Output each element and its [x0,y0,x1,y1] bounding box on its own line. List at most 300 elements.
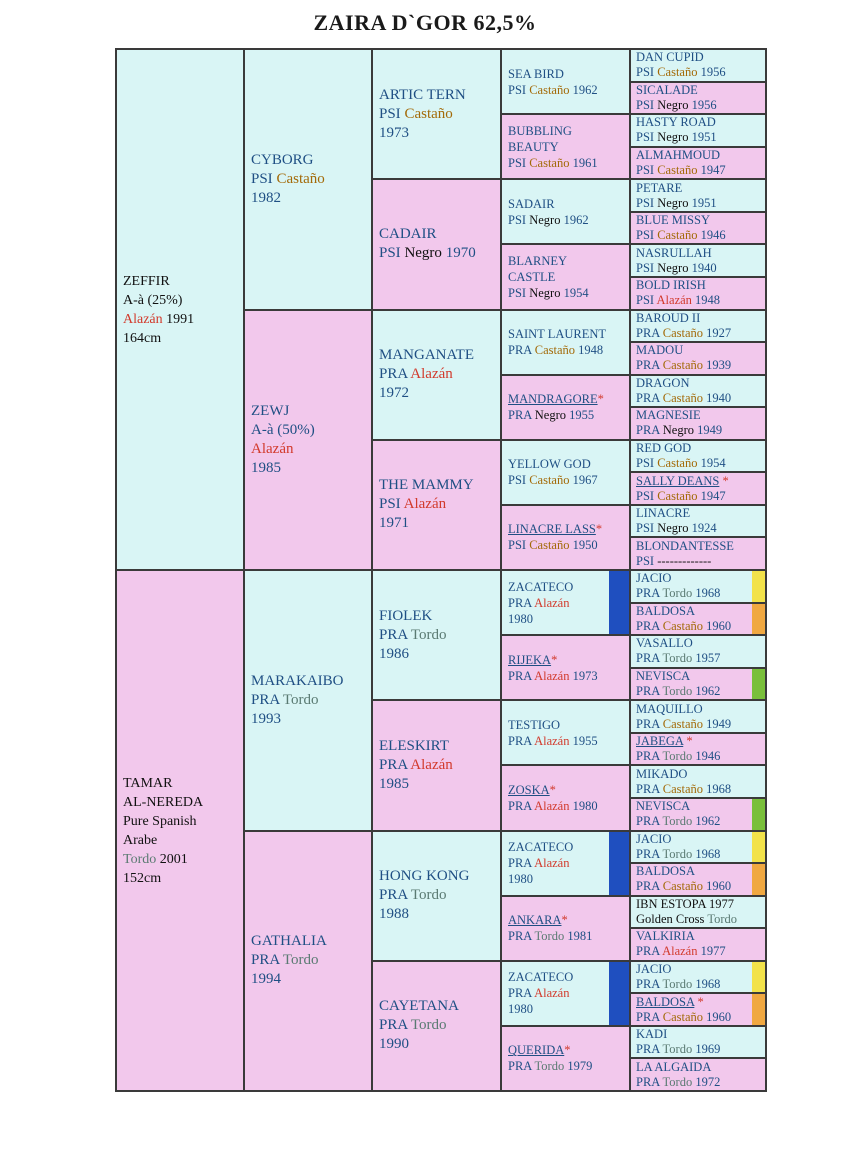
horse-name-text: ANKARA [508,913,562,928]
horse-breed: PSI [508,155,527,170]
horse-breed-line [379,495,500,514]
horse-color: Negro [529,285,561,300]
horse-color: Castaño [662,781,704,796]
horse-name [636,539,765,554]
horse-name [636,929,765,944]
horse-year: 1982 [251,189,281,206]
horse-name [508,717,629,733]
horse-name-text: NEVISCA [636,799,691,814]
horse-name [508,139,629,155]
ancestor-cell-gen4 [501,244,630,309]
horse-color: Tordo [662,586,693,601]
horse-breed-line [636,619,765,634]
horse-breed-line [636,814,765,829]
horse-name [508,839,607,855]
horse-color: Negro [657,130,689,145]
horse-year: 1946 [695,749,721,764]
horse-year: 1979 [567,1059,593,1074]
color-marker-bar [609,962,629,1025]
horse-color: Castaño [662,1009,704,1024]
horse-year: 1951 [691,130,717,145]
horse-color: Tordo [410,626,447,643]
horse-color: Alazán [656,293,692,308]
horse-year: 1968 [695,586,721,601]
horse-breed: PRA [508,986,532,1001]
ancestor-line [123,774,243,793]
horse-breed: PRA [636,1009,660,1024]
ancestor-cell-gen3 [372,831,501,961]
horse-year: 1956 [700,65,726,80]
horse-color: Negro [657,97,689,112]
horse-breed: PRA [636,977,660,992]
ancestor-cell-gen3 [372,570,501,700]
ancestor-cell-gen4 [501,440,630,505]
horse-color: Negro [404,245,442,262]
horse-name [636,181,765,196]
horse-color: Tordo [662,977,693,992]
horse-color: Tordo [662,814,693,829]
horse-name-text: MIKADO [636,766,688,781]
horse-name [508,1042,629,1058]
horse-name [636,636,765,651]
horse-name-text: ZACATECO [508,579,574,594]
ancestor-cell-gen5 [630,114,766,147]
ancestor-cell-gen4 [501,114,630,179]
horse-name: GATHALIA [251,933,327,950]
horse-name [636,148,765,163]
ancestor-cell-gen1 [116,570,244,1091]
horse-name [508,969,607,985]
star-mark: * [595,522,603,537]
horse-name [508,912,629,928]
ancestor-cell-gen2 [244,49,372,310]
ancestor-cell-gen5 [630,733,766,766]
horse-year: 1972 [379,385,409,402]
horse-breed-line [251,691,371,710]
horse-breed-line [636,326,765,341]
horse-breed-line [379,105,500,124]
horse-breed: PRA [379,887,408,904]
horse-breed: PSI [636,195,655,210]
horse-breed-line [379,1016,500,1035]
ancestor-cell-gen4 [501,310,630,375]
horse-year: 1960 [706,618,732,633]
horse-year: 1968 [695,977,721,992]
horse-breed-line [379,626,500,645]
color-marker-bar [609,571,629,634]
horse-color: Tordo [662,683,693,698]
horse-breed: PSI [508,473,527,488]
color-marker-bar [609,832,629,895]
ancestor-cell-gen5 [630,277,766,310]
horse-color: Negro [529,212,561,227]
horse-year: 1971 [379,515,409,532]
horse-name-text: MAQUILLO [636,701,703,716]
horse-breed-line [636,228,765,243]
horse-color: Alazán [534,856,570,871]
horse-year: 1960 [706,1009,732,1024]
horse-name-text: BALDOSA [636,864,696,879]
horse-name-text: JACIO [636,962,672,977]
ancestor-text: 1991 [166,311,195,327]
ancestor-cell-gen5 [630,310,766,343]
horse-year: 1990 [379,1036,409,1053]
horse-color: Negro [534,408,567,423]
color-marker-bar [752,799,765,830]
ancestor-text: Tordo [123,851,160,867]
horse-color: Alazán [534,733,570,748]
color-marker-bar [752,604,765,635]
horse-name: FIOLEK [379,607,433,624]
horse-color: Negro [662,423,695,438]
horse-breed: PSI [636,293,655,308]
ancestor-cell-gen3 [372,700,501,830]
ancestor-cell-gen2 [244,310,372,571]
ancestor-cell-gen4 [501,570,630,635]
horse-name [508,782,629,798]
ancestor-cell-gen5 [630,700,766,733]
horse-color: Alazán [662,944,698,959]
horse-breed-line [508,985,607,1001]
horse-name-text: NEVISCA [636,668,691,683]
ancestor-cell-gen4 [501,635,630,700]
star-mark: * [697,994,704,1009]
horse-color: Castaño [662,716,704,731]
horse-year: 1948 [695,293,721,308]
horse-name [636,1060,765,1075]
horse-breed: PRA [636,651,660,666]
horse-breed-line [508,928,629,944]
ancestor-cell-gen5 [630,570,766,603]
horse-name [636,83,765,98]
horse-name-text: ZACATECO [508,970,574,985]
horse-name [636,278,765,293]
horse-name [636,115,765,130]
horse-color: Tordo [534,1059,565,1074]
star-mark: * [564,1043,571,1058]
horse-breed-line [636,651,765,666]
horse-breed: PRA [508,343,532,358]
horse-year: 1949 [697,423,723,438]
horse-color: Castaño [534,343,576,358]
horse-breed-line [636,456,765,471]
color-marker-bar [752,571,765,602]
page-title: ZAIRA D`GOR 62,5% [313,10,537,35]
horse-year: 1969 [695,1042,721,1057]
horse-name-text: MADOU [636,343,684,358]
horse-name-text: BALDOSA [636,994,695,1009]
horse-name [636,702,765,717]
horse-name [508,253,629,269]
horse-name-text: VALKIRIA [636,929,695,944]
horse-breed: PRA [508,733,532,748]
horse-breed: PRA [636,325,660,340]
ancestor-text: A-à (25%) [123,292,183,308]
horse-year: ------------- [657,553,712,568]
ancestor-cell-gen5 [630,342,766,375]
horse-breed-line [379,756,500,775]
ancestor-cell-gen4 [501,896,630,961]
ancestor-cell-gen2 [244,570,372,831]
horse-breed-line [508,855,607,871]
ancestor-cell-gen5 [630,961,766,994]
horse-color: Castaño [529,538,570,553]
ancestor-text: Arabe [123,832,158,848]
horse-color: Castaño [662,325,704,340]
horse-breed-line [636,749,765,764]
horse-year: 1948 [578,343,604,358]
horse-breed-line [636,944,765,959]
horse-breed: PRA [636,749,660,764]
horse-name [508,521,629,537]
horse-name [636,246,765,261]
horse-name-text: IBN ESTOPA 1977 [636,896,734,911]
horse-color: Castaño [657,65,698,80]
horse-color: Castaño [662,390,704,405]
color-marker-bar [752,669,765,700]
horse-year: 1980 [508,872,533,887]
horse-breed-line [636,782,765,797]
horse-name [508,123,629,139]
horse-name-text: VASALLO [636,636,693,651]
ancestor-cell-gen5 [630,798,766,831]
horse-name [508,196,629,212]
horse-color: Tordo [282,952,319,969]
horse-year: 1947 [700,488,726,503]
ancestor-cell-gen5 [630,896,766,929]
horse-breed: PRA [251,691,280,708]
horse-year: 1980 [508,1002,533,1017]
horse-breed-line [636,358,765,373]
horse-name-text: BEAUTY [508,139,559,154]
horse-color: Alazán [410,756,453,773]
horse-name-text: ZACATECO [508,840,574,855]
ancestor-cell-gen5 [630,993,766,1026]
color-marker-bar [752,962,765,993]
horse-name: HONG KONG [379,868,470,885]
horse-breed: PRA [636,716,660,731]
horse-name-text: SAINT LAURENT [508,327,607,342]
horse-name: ELESKIRT [379,737,449,754]
ancestor-cell-gen4 [501,179,630,244]
horse-year: 1994 [251,971,281,988]
horse-breed-line [636,684,765,699]
horse-breed: PRA [636,1074,660,1089]
horse-color: Tordo [662,846,693,861]
horse-breed-line [251,170,371,189]
pedigree-table [115,48,767,1092]
ancestor-cell-gen5 [630,1026,766,1059]
horse-color: Negro [657,260,689,275]
horse-color: Castaño [529,155,570,170]
horse-breed: PSI [636,65,655,80]
ancestor-line [123,869,243,888]
horse-breed: PRA [636,618,660,633]
ancestor-line [123,272,243,291]
horse-breed: PSI [636,260,655,275]
horse-breed-line [636,554,765,569]
horse-year: 1962 [695,683,721,698]
ancestor-cell-gen4 [501,505,630,570]
horse-year: 1977 [700,944,726,959]
horse-year: 1955 [572,733,598,748]
horse-breed: PSI [251,170,273,187]
ancestor-cell-gen5 [630,407,766,440]
horse-year: 1956 [691,97,717,112]
horse-name [636,343,765,358]
horse-breed-line [636,163,765,178]
horse-name [636,1027,765,1042]
horse-name-text: TESTIGO [508,717,561,732]
horse-name-text: SICALADE [636,82,698,97]
horse-name-text: SEA BIRD [508,66,564,81]
horse-breed: PRA [636,1042,660,1057]
horse-name-text: BUBBLING [508,123,572,138]
horse-breed-line [508,798,629,814]
horse-name-text: LINACRE LASS [508,522,596,537]
star-mark: * [561,913,568,928]
ancestor-cell-gen4 [501,765,630,830]
horse-breed: A-à (50%) [251,421,315,438]
ancestor-cell-gen4 [501,1026,630,1091]
ancestor-cell-gen5 [630,863,766,896]
horse-breed: PSI [636,228,655,243]
horse-year: 1985 [251,459,281,476]
horse-name-text: MAGNESIE [636,408,701,423]
horse-breed: PSI [636,162,655,177]
horse-name-text: BLONDANTESSE [636,538,734,553]
ancestor-line [123,291,243,310]
horse-color: Tordo [662,651,693,666]
ancestor-cell-gen5 [630,928,766,961]
horse-name [508,652,629,668]
ancestor-cell-gen5 [630,472,766,505]
horse-breed: PSI [636,553,655,568]
horse-color: Castaño [662,358,704,373]
horse-breed: PRA [508,668,532,683]
horse-name [508,456,629,472]
horse-name [636,441,765,456]
ancestor-line [123,310,243,329]
horse-breed: PRA [379,1017,408,1034]
horse-breed: PRA [636,358,660,373]
horse-year: 1949 [706,716,732,731]
horse-breed: PRA [636,814,660,829]
horse-name-text: YELLOW GOD [508,457,591,472]
horse-breed-line [379,365,500,384]
horse-breed: PSI [379,496,401,513]
horse-name [636,213,765,228]
horse-year: 1986 [379,645,409,662]
horse-name: CYBORG [251,151,314,168]
star-mark: * [551,652,558,667]
horse-breed: PRA [636,846,660,861]
horse-name-text: MANDRAGORE [508,392,598,407]
horse-breed: PRA [636,390,660,405]
horse-year: 1993 [251,710,281,727]
horse-color: Tordo [662,1042,693,1057]
horse-name-text: BAROUD II [636,310,701,325]
horse-name-text: HASTY ROAD [636,115,716,130]
horse-breed-line [636,423,765,438]
horse-name-text: ZOSKA [508,782,550,797]
horse-color: Castaño [404,105,453,122]
horse-name-text: LINACRE [636,506,691,521]
horse-breed: PSI [379,245,401,262]
ancestor-text: Alazán [123,311,167,327]
horse-color: Alazán [251,440,294,457]
horse-name-text: JABEGA [636,734,684,749]
horse-breed: PRA [636,781,660,796]
horse-color: Castaño [657,228,698,243]
horse-breed: PSI [636,97,655,112]
horse-breed-line [636,261,765,276]
ancestor-cell-gen5 [630,668,766,701]
horse-year: 1970 [445,245,476,262]
ancestor-cell-gen5 [630,537,766,570]
horse-year: 1960 [706,879,732,894]
horse-color: Negro [657,195,689,210]
horse-name-text: PETARE [636,180,683,195]
ancestor-text: ZEFFIR [123,273,170,289]
ancestor-cell-gen5 [630,603,766,636]
ancestor-text: AL-NEREDA [123,794,204,810]
horse-name: ARTIC TERN [379,86,466,103]
horse-name-text: DRAGON [636,375,690,390]
horse-color: Castaño [529,82,570,97]
horse-name-text: BLUE MISSY [636,213,710,228]
horse-breed-line [508,595,607,611]
horse-year: 1968 [695,846,721,861]
horse-name [636,995,765,1010]
horse-breed-line [636,130,765,145]
horse-name-text: BLARNEY [508,253,568,268]
horse-color: Alazán [534,798,570,813]
horse-name: ZEWJ [251,402,290,419]
horse-name: CADAIR [379,226,437,243]
horse-name-text: JACIO [636,831,672,846]
horse-color: Tordo [282,691,319,708]
horse-breed-line [636,521,765,536]
horse-breed-line [508,82,629,98]
horse-name: MANGANATE [379,347,474,364]
horse-year: 1957 [695,651,721,666]
horse-year: 1924 [691,521,717,536]
horse-year: 1973 [379,124,409,141]
horse-name [508,326,629,342]
horse-year: 1954 [700,456,726,471]
horse-name [636,474,765,489]
horse-year: 1968 [706,781,732,796]
ancestor-line [123,850,243,869]
horse-name-text: CASTLE [508,269,556,284]
horse-breed-line [508,285,629,301]
horse-name [636,767,765,782]
horse-breed: PSI [508,212,527,227]
horse-color: Tordo [707,911,737,926]
horse-breed-line [636,65,765,80]
horse-breed-line [508,537,629,553]
horse-color: Castaño [657,488,698,503]
star-mark: * [597,392,604,407]
horse-breed: PSI [636,456,655,471]
ancestor-cell-gen3 [372,179,501,309]
horse-breed-line [508,155,629,171]
ancestor-cell-gen3 [372,310,501,440]
ancestor-cell-gen1 [116,49,244,570]
horse-breed-line [508,1058,629,1074]
ancestor-cell-gen5 [630,635,766,668]
